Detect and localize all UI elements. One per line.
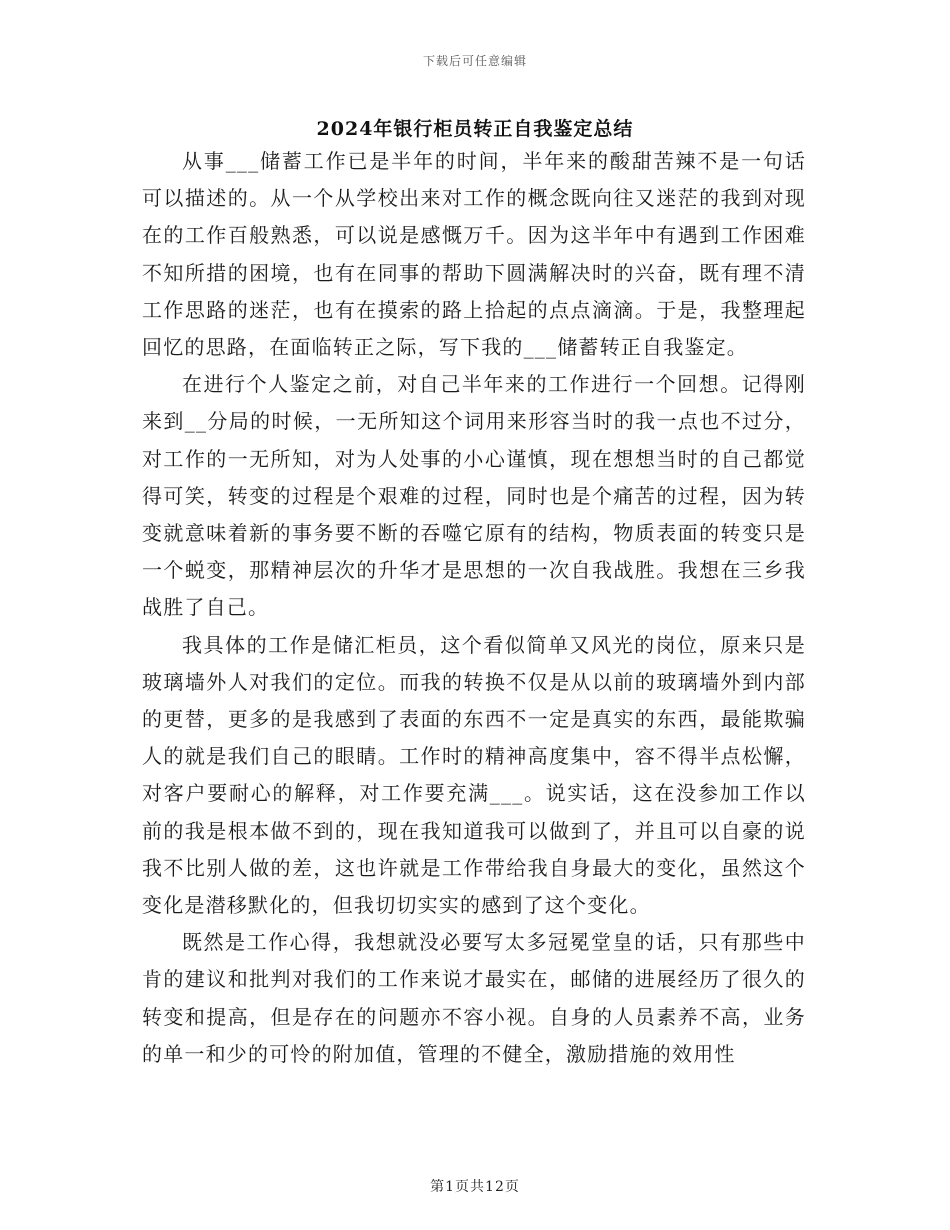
document-body xyxy=(142,143,806,1073)
paragraph-1: 从事___储蓄工作已是半年的时间，半年来的酸甜苦辣不是一句话可以描述的。从一个从学校出来对工作的概念既向往又迷茫的我到对现在的工作百般熟悉，可以说是感慨万千。因为这半年中有遇到工作困难不知所措的困境，也有在同事的帮助下圆满解决时的兴奋，既有理不清工作思路的迷茫，也有在摸索的路上拾起的点点滴滴。于是，我整理起回忆的思路，在面临转正之际，写下我的___储蓄转正自我鉴定。 xyxy=(142,149,806,360)
page-footer: 第1页共12页 xyxy=(430,1179,520,1195)
paragraph-2: 在进行个人鉴定之前，对自己半年来的工作进行一个回想。记得刚来到__分局的时候，一无所知这个词用来形容当时的我一点也不过分，对工作的一无所知，对为人处事的小心谨慎，现在想想当时的自己都觉得可笑，转变的过程是个艰难的过程，同时也是个痛苦的过程，因为转变就意味着新的事务要不断的吞噬它原有的结构，物质表面的转变只是一个蜕变，那精神层次的升华才是思想的一次自我战胜。我想在三乡我战胜了自己。 xyxy=(142,372,806,620)
paragraph-4: 既然是工作心得，我想就没必要写太多冠冕堂皇的话，只有那些中肯的建议和批判对我们的工作来说才最实在，邮储的进展经历了很久的转变和提高，但是存在的问题亦不容小视。自身的人员素养不高，业务的单一和少的可怜的附加值，管理的不健全，激励措施的效用性 xyxy=(142,930,806,1066)
document-title: 2024年银行柜员转正自我鉴定总结 xyxy=(316,118,634,140)
paragraph-3: 我具体的工作是储汇柜员，这个看似简单又风光的岗位，原来只是玻璃墙外人对我们的定位。而我的转换不仅是从以前的玻璃墙外到内部的更替，更多的是我感到了表面的东西不一定是真实的东西，最能欺骗人的就是我们自己的眼睛。工作时的精神高度集中，容不得半点松懈，对客户要耐心的解释，对工作要充满___。说实话，这在没参加工作以前的我是根本做不到的，现在我知道我可以做到了，并且可以自豪的说我不比别人做的差，这也许就是工作带给我自身最大的变化，虽然这个变化是潜移默化的，但我切切实实的感到了这个变化。 xyxy=(142,632,806,918)
header-note: 下载后可任意编辑 xyxy=(422,54,527,68)
